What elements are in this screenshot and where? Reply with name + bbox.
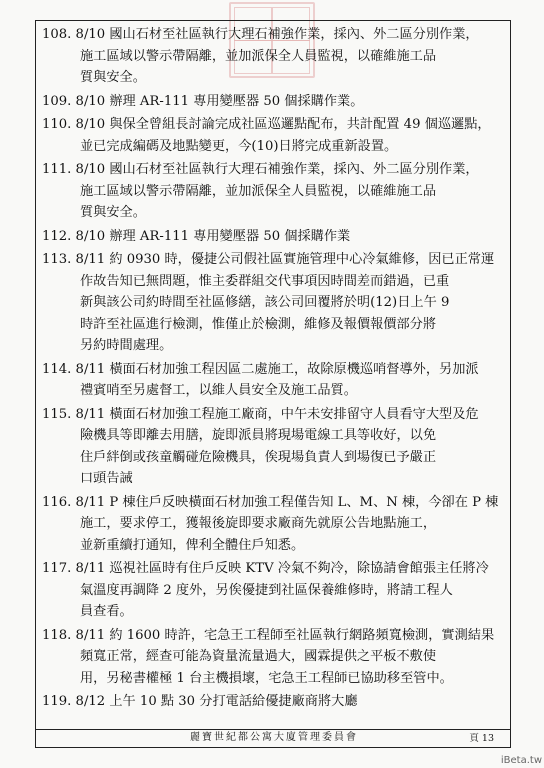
entry-continuation-line: 並已完成編碼及地點變更，今(10)日將完成重新設置。 bbox=[80, 138, 398, 154]
entry-continuation-line: 禮賓哨至另處督工，以維人員安全及施工品質。 bbox=[80, 383, 357, 398]
entry-continuation-line: 頻寬正常，經查可能為資量流量過大，國霖提供之平板不敷使 bbox=[80, 649, 437, 664]
log-entry bbox=[42, 625, 504, 690]
entry-continuation-line: 質與安全。 bbox=[80, 70, 146, 85]
log-entry bbox=[42, 492, 504, 557]
entry-continuation-line: 用，另秘書權極 1 台主機損壞，宅急王工程師已協助移至管中。 bbox=[80, 670, 453, 686]
entries-list bbox=[42, 24, 504, 715]
entry-continuation-line: 施工區域以警示帶隔離，並加派保全人員監視，以確維施工品 bbox=[80, 48, 437, 64]
entry-continuation-line: 員查看。 bbox=[80, 604, 133, 619]
log-entry bbox=[42, 359, 504, 402]
watermark: iBeta.tw bbox=[500, 755, 542, 766]
log-entry bbox=[42, 404, 504, 490]
entry-continuation-line: 並新重續打通知，俾利全體住戶知悉。 bbox=[80, 537, 305, 553]
entry-continuation-line: 作故告知已無問題，惟主委群組交代事項因時間差而錯過，已重 bbox=[80, 273, 450, 289]
log-entry bbox=[42, 691, 504, 713]
log-entry bbox=[42, 24, 504, 89]
entry-first-line: 116. 8/11 P 棟住戶反映橫面石材加強工程僅告知 L、M、N 棟，今卻在 P 棟 bbox=[42, 494, 499, 510]
entry-first-line: 119. 8/12 上午 10 點 30 分打電話給優捷廠商將大廳 bbox=[42, 694, 358, 709]
entry-continuation-line: 施工，要求停工，獲報後旋即要求廠商先就原公告地點施工， bbox=[80, 516, 437, 531]
entry-first-line: 113. 8/11 約 0930 時，優捷公司假社區實施管理中心冷氣維修，因已正常運 bbox=[42, 252, 495, 267]
entry-continuation-line: 住戶絆倒或孩童觸碰危險機具，俟現場負責人到場復已予嚴正 bbox=[80, 449, 437, 465]
entry-continuation-line: 新與該公司約時間至社區修繕，該公司回覆將於明(12)日上午 9 bbox=[80, 295, 450, 310]
page-footer bbox=[35, 730, 511, 748]
entry-first-line: 117. 8/11 巡視社區時有住戶反映 KTV 冷氣不夠冷，除協請會館張主任將冷 bbox=[42, 561, 489, 576]
entry-first-line: 111. 8/10 國山石材至社區執行大理石補強作業，採內、外二區分別作業， bbox=[42, 162, 479, 177]
entry-continuation-line: 口頭告誡 bbox=[80, 471, 133, 486]
entry-continuation-line: 氣溫度再調降 2 度外，另俟優捷到社區保養維修時，將請工程人 bbox=[80, 582, 453, 598]
entry-continuation-line: 另約時間處理。 bbox=[80, 338, 173, 353]
entry-first-line: 109. 8/10 辦理 AR-111 專用變壓器 50 個採購作業。 bbox=[42, 93, 364, 109]
log-entry bbox=[42, 159, 504, 224]
entry-first-line: 118. 8/11 約 1600 時許，宅急王工程師至社區執行網路頻寬檢測，實測結果 bbox=[42, 627, 495, 643]
footer-organization: 麗寶世紀都公寓大廈管理委員會 bbox=[190, 732, 358, 743]
entry-continuation-line: 施工區域以警示帶隔離，並加派保全人員監視，以確維施工品 bbox=[80, 183, 437, 199]
entry-first-line: 114. 8/11 橫面石材加強工程因區二處施工，故除原機巡哨督導外，另加派 bbox=[42, 361, 479, 377]
log-entry bbox=[42, 114, 504, 157]
entry-continuation-line: 質與安全。 bbox=[80, 205, 146, 220]
entry-continuation-line: 時許至社區進行檢測，惟僅止於檢測，維修及報價報價部分將 bbox=[80, 316, 437, 332]
entry-first-line: 115. 8/11 橫面石材加強工程施工廠商，中午未安排留守人員看守大型及危 bbox=[42, 406, 479, 422]
entry-continuation-line: 險機具等即離去用膳，旋即派員將現場電線工具等收好，以免 bbox=[80, 428, 437, 443]
entry-first-line: 112. 8/10 辦理 AR-111 專用變壓器 50 個採購作業 bbox=[42, 228, 351, 244]
log-entry bbox=[42, 91, 504, 113]
log-entry bbox=[42, 249, 504, 357]
log-entry bbox=[42, 558, 504, 623]
entry-first-line: 110. 8/10 與保全曾組長討論完成社區巡邏點配布，共計配置 49 個巡邏點， bbox=[42, 117, 491, 132]
footer-page-number: 頁 13 bbox=[469, 733, 494, 744]
entry-first-line: 108. 8/10 國山石材至社區執行大理石補強作業，採內、外二區分別作業， bbox=[42, 27, 479, 42]
log-entry bbox=[42, 226, 504, 248]
